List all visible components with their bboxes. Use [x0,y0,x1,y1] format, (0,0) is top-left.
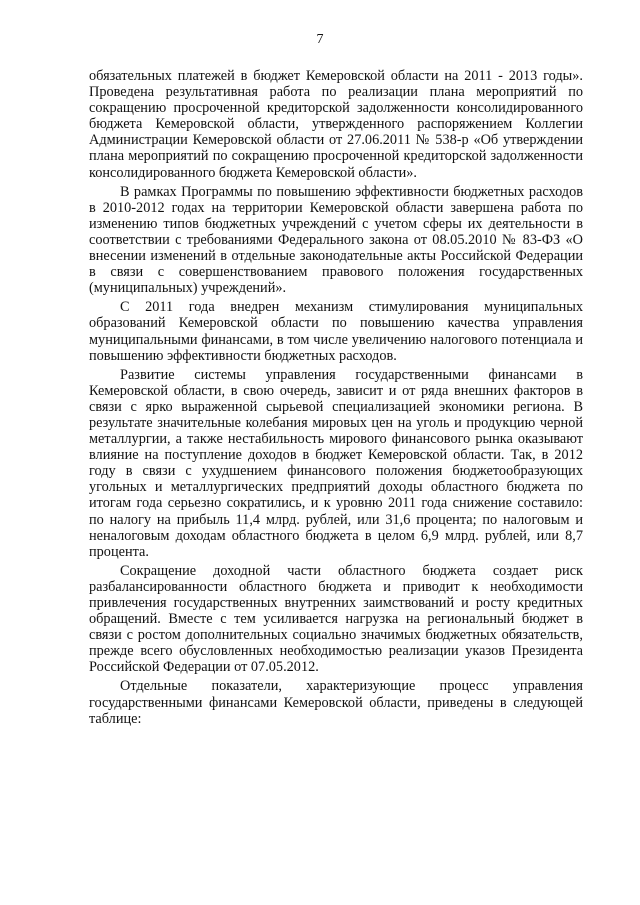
paragraph-external-factors: Развитие системы управления государственными финансами в Кемеровской области, в свою очередь, зависит и от ряда внешних факторов в связи с ярко выраженной сырьевой специализацией экономики региона. В результате значительные колебания мировых цен на уголь и продукцию черной металлургии, а также нестабильность мирового финансового рынка оказывают влияние на поступление доходов в бюджет Кемеровской области. Так, в 2012 году в связи с ухудшением финансового положения бюджетообразующих угольных и металлургических предприятий доходы областного бюджета по итогам года серьезно сократились, и к уровню 2011 года снижение составило: по налогу на прибыль 11,4 млрд. рублей, или 31,6 процента; по налоговым и неналоговым доходам областного бюджета в целом 6,9 млрд. рублей, или 8,7 процента. [89,366,583,560]
paragraph-municipal-incentives: С 2011 года внедрен механизм стимулирования муниципальных образований Кемеровской области по повышению качества управления муниципальными финансами, в том числе увеличению налогового потенциала и повышению эффективности бюджетных расходов. [89,299,583,364]
paragraph-revenue-reduction: Сокращение доходной части областного бюджета создает риск разбалансированности областного бюджета и приводит к необходимости привлечения государственных внутренних заимствований и росту кредитных обращений. Вместе с тем усиливается нагрузка на региональный бюджет в связи с ростом дополнительных социально значимых бюджетных обязательств, прежде всего обусловленных необходимостью реализации указов Президента Российской Федерации от 07.05.2012. [89,562,583,676]
document-body [89,68,583,730]
page-number: 7 [316,32,324,47]
paragraph-table-intro: Отдельные показатели, характеризующие процесс управления государственными финансами Кемеровской области, приведены в следующей таблице: [89,678,583,727]
paragraph-continuation: обязательных платежей в бюджет Кемеровской области на 2011 - 2013 годы». Проведена результативная работа по реализации плана мероприятий по сокращению просроченной кредиторской задолженности консолидированного бюджета Кемеровской области, утвержденного распоряжением Коллегии Администрации Кемеровской области от 27.06.2011 № 538-р «Об утверждении плана мероприятий по сокращению просроченной кредиторской задолженности консолидированного бюджета Кемеровской области». [89,68,583,181]
paragraph-program-budget-reform: В рамках Программы по повышению эффективности бюджетных расходов в 2010-2012 годах на территории Кемеровской области завершена работа по изменению типов бюджетных учреждений с учетом сферы их деятельности в соответствии с требованиями Федерального закона от 08.05.2010 № 83-ФЗ «О внесении изменений в отдельные законодательные акты Российской Федерации в связи с совершенствованием правового положения государственных (муниципальных) учреждений». [89,183,583,297]
